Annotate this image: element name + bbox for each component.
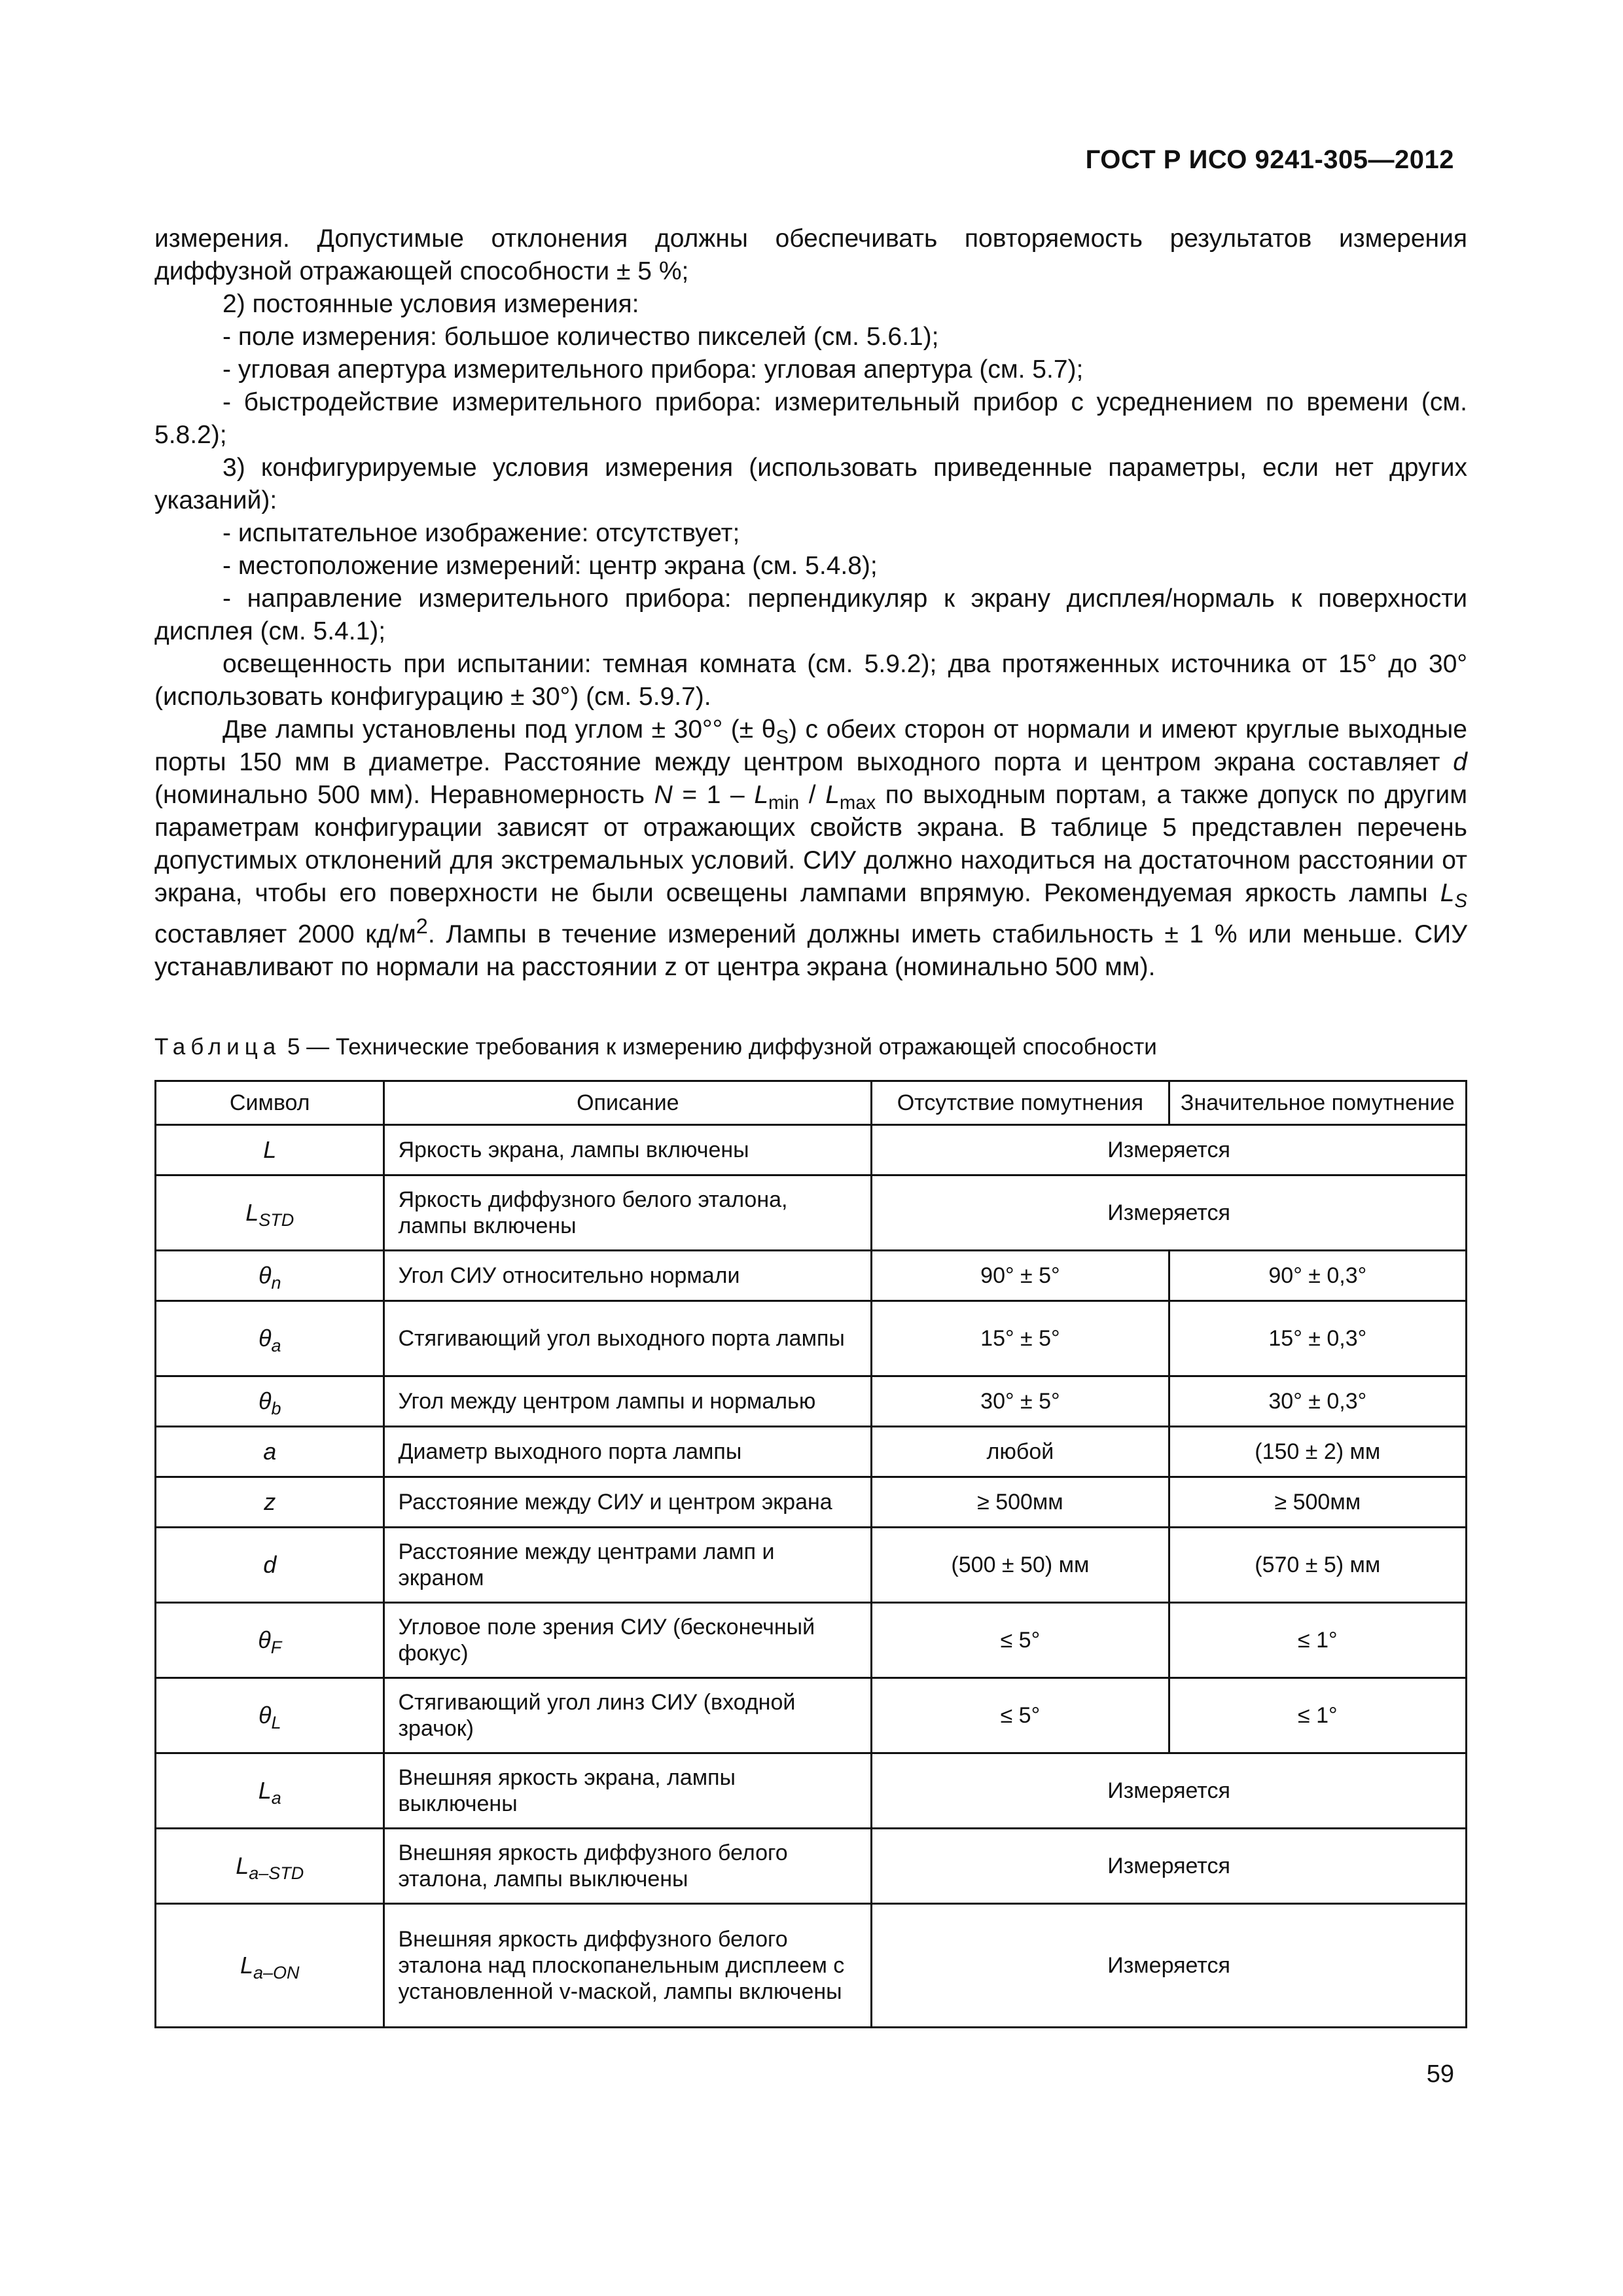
description-cell: Яркость экрана, лампы включены xyxy=(384,1125,872,1175)
symbol-cell: $\theta_F$ xyxy=(156,1603,384,1678)
table-row xyxy=(156,1175,1467,1251)
paragraph: - поле измерения: большое количество пикселей (см. 5.6.1); xyxy=(223,323,939,351)
paragraph: - местоположение измерений: центр экрана (см. 5.4.8); xyxy=(223,552,878,580)
paragraph-list xyxy=(154,223,1467,713)
table-body xyxy=(156,1125,1467,2028)
table-row xyxy=(156,1251,1467,1301)
col-header-no-haze: Отсутствие помутнения xyxy=(872,1081,1169,1125)
value-cell-no-haze: ≤ 5° xyxy=(872,1603,1169,1678)
value-cell-high-haze: (570 ± 5) мм xyxy=(1169,1528,1466,1603)
value-cell-no-haze: ≥ 500мм xyxy=(872,1477,1169,1528)
table-row xyxy=(156,1301,1467,1376)
paragraph: - угловая апертура измерительного прибора: угловая апертура (см. 5.7); xyxy=(223,355,1084,384)
symbol-cell: $L_{STD}$ xyxy=(156,1175,384,1251)
description-cell: Яркость диффузного белого эталона, лампы включены xyxy=(384,1175,872,1251)
table-header-row xyxy=(156,1081,1467,1125)
body-text xyxy=(154,223,1467,984)
symbol-cell: L xyxy=(156,1125,384,1175)
page-number: 59 xyxy=(1426,2060,1454,2088)
value-cell-merged: Измеряется xyxy=(872,1904,1467,2028)
col-header-symbol: Символ xyxy=(156,1081,384,1125)
table-row xyxy=(156,1603,1467,1678)
table-row xyxy=(156,1477,1467,1528)
symbol-cell: d xyxy=(156,1528,384,1603)
value-cell-high-haze: 15° ± 0,3° xyxy=(1169,1301,1466,1376)
symbol-cell: $L_{a-STD}$ xyxy=(156,1829,384,1904)
document-code: ГОСТ Р ИСО 9241-305—2012 xyxy=(1085,145,1454,174)
paragraph: - направление измерительного прибора: перпендикуляр к экрану дисплея/нормаль к поверхности дисплея (см. 5.4.1); xyxy=(154,584,1467,645)
table-row xyxy=(156,1125,1467,1175)
paragraph: 2) постоянные условия измерения: xyxy=(223,290,639,318)
description-cell: Внешняя яркость диффузного белого эталона над плоскопанельным дисплеем с установленной v-маской, лампы включены xyxy=(384,1904,872,2028)
table-row xyxy=(156,1753,1467,1829)
table-row xyxy=(156,1904,1467,2028)
description-cell: Угол между центром лампы и нормалью xyxy=(384,1376,872,1427)
value-cell-high-haze: ≤ 1° xyxy=(1169,1678,1466,1753)
description-cell: Расстояние между СИУ и центром экрана xyxy=(384,1477,872,1528)
paragraph: 3) конфигурируемые условия измерения (использовать приведенные параметры, если нет других указаний): xyxy=(154,454,1467,514)
description-cell: Стягивающий угол линз СИУ (входной зрачок) xyxy=(384,1678,872,1753)
symbol-cell: $\theta_b$ xyxy=(156,1376,384,1427)
symbol-cell: $L_{a-ON}$ xyxy=(156,1904,384,2028)
col-header-high-haze: Значительное помутнение xyxy=(1169,1081,1466,1125)
value-cell-no-haze: ≤ 5° xyxy=(872,1678,1169,1753)
table-caption xyxy=(154,1032,1157,1062)
value-cell-no-haze: 15° ± 5° xyxy=(872,1301,1169,1376)
table-row xyxy=(156,1427,1467,1477)
value-cell-merged: Измеряется xyxy=(872,1175,1467,1251)
symbol-cell: $\theta_a$ xyxy=(156,1301,384,1376)
paragraph: - быстродействие измерительного прибора: измерительный прибор с усреднением по времени (см. 5.8.2); xyxy=(154,388,1467,449)
description-cell: Расстояние между центрами ламп и экраном xyxy=(384,1528,872,1603)
value-cell-no-haze: 30° ± 5° xyxy=(872,1376,1169,1427)
symbol-cell: a xyxy=(156,1427,384,1477)
paragraph: - испытательное изображение: отсутствует; xyxy=(223,519,740,547)
description-cell: Стягивающий угол выходного порта лампы xyxy=(384,1301,872,1376)
table-row xyxy=(156,1829,1467,1904)
col-header-description: Описание xyxy=(384,1081,872,1125)
value-cell-no-haze: (500 ± 50) мм xyxy=(872,1528,1169,1603)
table-row xyxy=(156,1678,1467,1753)
table-caption-text: 5 — Технические требования к измерению диффузной отражающей способности xyxy=(281,1034,1157,1060)
value-cell-merged: Измеряется xyxy=(872,1753,1467,1829)
paragraph: измерения. Допустимые отклонения должны обеспечивать повторяемость результатов измерения диффузной отражающей способности ± 5 %; xyxy=(154,224,1467,285)
description-cell: Диаметр выходного порта лампы xyxy=(384,1427,872,1477)
symbol-cell: $\theta_L$ xyxy=(156,1678,384,1753)
description-cell: Внешняя яркость диффузного белого эталона, лампы выключены xyxy=(384,1829,872,1904)
value-cell-high-haze: (150 ± 2) мм xyxy=(1169,1427,1466,1477)
spec-table xyxy=(154,1080,1467,2028)
value-cell-merged: Измеряется xyxy=(872,1829,1467,1904)
description-cell: Угловое поле зрения СИУ (бесконечный фокус) xyxy=(384,1603,872,1678)
paragraph: освещенность при испытании: темная комната (см. 5.9.2); два протяженных источника от 15° до 30° (использовать конфигурацию ± 30°) (см. 5.9.7). xyxy=(154,650,1467,711)
table-caption-label: Таблица xyxy=(154,1034,281,1060)
description-cell: Угол СИУ относительно нормали xyxy=(384,1251,872,1301)
symbol-cell: $L_a$ xyxy=(156,1753,384,1829)
value-cell-no-haze: любой xyxy=(872,1427,1169,1477)
symbol-cell: $\theta_n$ xyxy=(156,1251,384,1301)
paragraph-lamps: Две лампы установлены под углом ± 30°° (± $\theta_S$) с обеих сторон от нормали и имеют круглые выходные порты 150 мм в диаметре. Расстояние между центром выходного порта и центром экрана составляет d (номинально 500 мм). Неравномерность $N = 1 - L_{min} / L_{max}$ по выходным портам, а также допуск по другим параметрам конфигурации зависят от отражающих свойств экрана. В таблице 5 представлен перечень допустимых отклонений для экстремальных условий. СИУ должно находиться на достаточном расстоянии от экрана, чтобы его поверхности не были освещены лампами впрямую. Рекомендуемая яркость лампы $L_S$ составляет 2000 $кд/м^2$. Лампы в течение измерений должны иметь стабильность ± 1 % или меньше. СИУ устанавливают по нормали на расстоянии z от центра экрана (номинально 500 мм). xyxy=(154,715,1468,981)
value-cell-high-haze: 90° ± 0,3° xyxy=(1169,1251,1466,1301)
value-cell-high-haze: ≥ 500мм xyxy=(1169,1477,1466,1528)
value-cell-no-haze: 90° ± 5° xyxy=(872,1251,1169,1301)
description-cell: Внешняя яркость экрана, лампы выключены xyxy=(384,1753,872,1829)
value-cell-high-haze: 30° ± 0,3° xyxy=(1169,1376,1466,1427)
symbol-cell: z xyxy=(156,1477,384,1528)
table-row xyxy=(156,1528,1467,1603)
value-cell-high-haze: ≤ 1° xyxy=(1169,1603,1466,1678)
table-row xyxy=(156,1376,1467,1427)
value-cell-merged: Измеряется xyxy=(872,1125,1467,1175)
